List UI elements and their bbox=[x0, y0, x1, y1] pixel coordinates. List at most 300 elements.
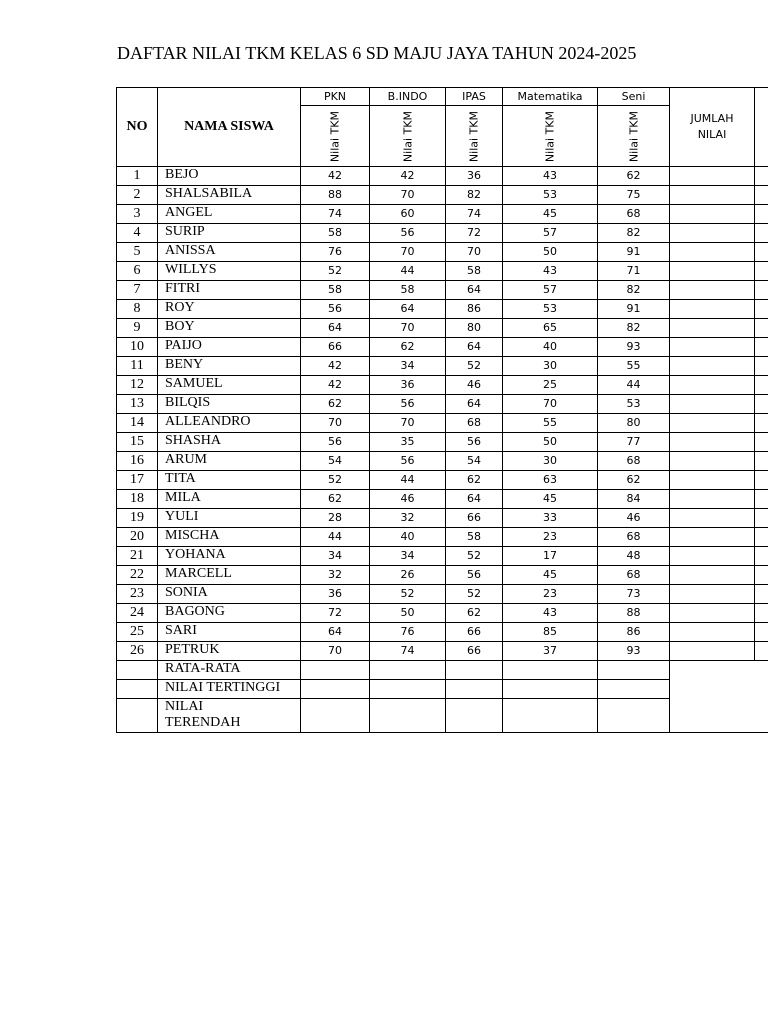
summary-label-cell bbox=[158, 680, 301, 699]
cell-score-ipas: 68 bbox=[446, 414, 503, 433]
cell-score-pkn: 70 bbox=[301, 642, 370, 661]
cell-no: 10 bbox=[117, 338, 158, 357]
nilai-tkm-label: Nilai TKM bbox=[627, 110, 640, 162]
cell-extra bbox=[755, 585, 768, 604]
cell-jumlah bbox=[670, 471, 755, 490]
cell-name: SARI bbox=[158, 623, 301, 642]
cell-extra bbox=[755, 452, 768, 471]
cell-score-ipas: 52 bbox=[446, 585, 503, 604]
cell-extra bbox=[755, 528, 768, 547]
cell-score-pkn: 72 bbox=[301, 604, 370, 623]
cell-score-pkn: 58 bbox=[301, 281, 370, 300]
cell-extra bbox=[755, 395, 768, 414]
cell-no: 14 bbox=[117, 414, 158, 433]
cell-score-seni: 84 bbox=[598, 490, 670, 509]
cell-score-seni: 48 bbox=[598, 547, 670, 566]
cell-score-ipas: 82 bbox=[446, 186, 503, 205]
cell-score-pkn: 52 bbox=[301, 262, 370, 281]
summary-value-cell bbox=[598, 661, 670, 680]
cell-score-pkn: 76 bbox=[301, 243, 370, 262]
cell-score-bindo: 70 bbox=[370, 243, 446, 262]
summary-label-cell bbox=[158, 661, 301, 680]
cell-score-ipas: 52 bbox=[446, 357, 503, 376]
cell-extra bbox=[755, 471, 768, 490]
cell-extra bbox=[755, 376, 768, 395]
table-row bbox=[117, 281, 768, 300]
nilai-tkm-label: Nilai TKM bbox=[467, 110, 481, 162]
cell-name: TITA bbox=[158, 471, 301, 490]
summary-value-cell bbox=[446, 699, 503, 733]
cell-no: 18 bbox=[117, 490, 158, 509]
cell-score-bindo: 52 bbox=[370, 585, 446, 604]
cell-score-mtk: 53 bbox=[503, 186, 598, 205]
table-row bbox=[117, 509, 768, 528]
cell-score-ipas: 72 bbox=[446, 224, 503, 243]
cell-no: 2 bbox=[117, 186, 158, 205]
cell-extra bbox=[755, 281, 768, 300]
table-row bbox=[117, 490, 768, 509]
table-row bbox=[117, 357, 768, 376]
cell-extra bbox=[755, 243, 768, 262]
cell-score-mtk: 85 bbox=[503, 623, 598, 642]
cell-score-bindo: 56 bbox=[370, 224, 446, 243]
cell-score-mtk: 63 bbox=[503, 471, 598, 490]
cell-score-mtk: 45 bbox=[503, 566, 598, 585]
cell-jumlah bbox=[670, 547, 755, 566]
summary-value-cell bbox=[370, 661, 446, 680]
cell-score-bindo: 70 bbox=[370, 186, 446, 205]
cell-score-mtk: 45 bbox=[503, 205, 598, 224]
cell-name: BEJO bbox=[158, 167, 301, 186]
cell-score-mtk: 43 bbox=[503, 604, 598, 623]
cell-score-bindo: 46 bbox=[370, 490, 446, 509]
cell-score-bindo: 56 bbox=[370, 395, 446, 414]
cell-score-seni: 88 bbox=[598, 604, 670, 623]
cell-score-seni: 62 bbox=[598, 471, 670, 490]
cell-score-bindo: 26 bbox=[370, 566, 446, 585]
table-row bbox=[117, 623, 768, 642]
cell-score-mtk: 43 bbox=[503, 262, 598, 281]
cell-score-mtk: 50 bbox=[503, 243, 598, 262]
cell-name: BILQIS bbox=[158, 395, 301, 414]
cell-score-bindo: 70 bbox=[370, 319, 446, 338]
cell-no: 15 bbox=[117, 433, 158, 452]
cell-jumlah bbox=[670, 566, 755, 585]
cell-score-pkn: 56 bbox=[301, 300, 370, 319]
cell-score-seni: 44 bbox=[598, 376, 670, 395]
cell-no: 17 bbox=[117, 471, 158, 490]
cell-name: SHALSABILA bbox=[158, 186, 301, 205]
cell-score-bindo: 70 bbox=[370, 414, 446, 433]
cell-score-bindo: 44 bbox=[370, 262, 446, 281]
cell-score-seni: 77 bbox=[598, 433, 670, 452]
cell-no: 1 bbox=[117, 167, 158, 186]
table-row bbox=[117, 205, 768, 224]
cell-score-mtk: 53 bbox=[503, 300, 598, 319]
cell-score-pkn: 44 bbox=[301, 528, 370, 547]
cell-score-seni: 68 bbox=[598, 528, 670, 547]
cell-name: BAGONG bbox=[158, 604, 301, 623]
cell-score-pkn: 64 bbox=[301, 319, 370, 338]
cell-score-bindo: 74 bbox=[370, 642, 446, 661]
cell-score-ipas: 64 bbox=[446, 338, 503, 357]
cell-name: ALLEANDRO bbox=[158, 414, 301, 433]
cell-score-ipas: 64 bbox=[446, 490, 503, 509]
header-no: NO bbox=[117, 88, 158, 167]
cell-name: ANISSA bbox=[158, 243, 301, 262]
cell-extra bbox=[755, 414, 768, 433]
cell-score-ipas: 66 bbox=[446, 642, 503, 661]
header-subject-pkn: PKN bbox=[301, 88, 370, 106]
cell-extra bbox=[755, 604, 768, 623]
summary-blank-area bbox=[670, 661, 768, 733]
cell-jumlah bbox=[670, 300, 755, 319]
cell-name: PAIJO bbox=[158, 338, 301, 357]
cell-jumlah bbox=[670, 281, 755, 300]
cell-score-mtk: 45 bbox=[503, 490, 598, 509]
header-jumlah-line2: NILAI bbox=[697, 128, 727, 141]
cell-score-seni: 82 bbox=[598, 281, 670, 300]
cell-jumlah bbox=[670, 338, 755, 357]
cell-extra bbox=[755, 566, 768, 585]
cell-score-bindo: 34 bbox=[370, 547, 446, 566]
cell-score-bindo: 35 bbox=[370, 433, 446, 452]
cell-score-ipas: 56 bbox=[446, 433, 503, 452]
cell-score-ipas: 56 bbox=[446, 566, 503, 585]
cell-score-ipas: 54 bbox=[446, 452, 503, 471]
cell-score-mtk: 17 bbox=[503, 547, 598, 566]
cell-name: ROY bbox=[158, 300, 301, 319]
cell-score-pkn: 64 bbox=[301, 623, 370, 642]
cell-score-ipas: 62 bbox=[446, 604, 503, 623]
cell-score-ipas: 86 bbox=[446, 300, 503, 319]
cell-score-pkn: 62 bbox=[301, 395, 370, 414]
summary-label-terendah-2: TERENDAH bbox=[165, 715, 241, 730]
table-row bbox=[117, 395, 768, 414]
cell-score-seni: 68 bbox=[598, 566, 670, 585]
table-row bbox=[117, 376, 768, 395]
cell-score-mtk: 43 bbox=[503, 167, 598, 186]
cell-score-pkn: 42 bbox=[301, 357, 370, 376]
cell-jumlah bbox=[670, 490, 755, 509]
cell-no: 12 bbox=[117, 376, 158, 395]
cell-no: 11 bbox=[117, 357, 158, 376]
cell-score-seni: 80 bbox=[598, 414, 670, 433]
table-row bbox=[117, 262, 768, 281]
cell-score-pkn: 34 bbox=[301, 547, 370, 566]
summary-label-rata-rata: RATA-RATA bbox=[165, 661, 241, 676]
cell-score-pkn: 28 bbox=[301, 509, 370, 528]
cell-score-mtk: 57 bbox=[503, 281, 598, 300]
cell-no: 24 bbox=[117, 604, 158, 623]
cell-extra bbox=[755, 186, 768, 205]
cell-score-seni: 86 bbox=[598, 623, 670, 642]
summary-value-cell bbox=[503, 661, 598, 680]
header-subject-bindo: B.INDO bbox=[370, 88, 446, 106]
summary-no-cell bbox=[117, 699, 158, 733]
cell-score-ipas: 70 bbox=[446, 243, 503, 262]
cell-score-seni: 82 bbox=[598, 319, 670, 338]
nilai-tkm-label: Nilai TKM bbox=[328, 110, 342, 162]
cell-no: 6 bbox=[117, 262, 158, 281]
cell-score-seni: 75 bbox=[598, 186, 670, 205]
summary-value-cell bbox=[301, 699, 370, 733]
cell-jumlah bbox=[670, 604, 755, 623]
cell-score-bindo: 32 bbox=[370, 509, 446, 528]
cell-extra bbox=[755, 642, 768, 661]
cell-score-pkn: 42 bbox=[301, 167, 370, 186]
header-nilai-tkm-matematika bbox=[503, 106, 598, 167]
header-nilai-tkm-bindo bbox=[370, 106, 446, 167]
cell-no: 7 bbox=[117, 281, 158, 300]
cell-score-ipas: 66 bbox=[446, 623, 503, 642]
cell-score-bindo: 36 bbox=[370, 376, 446, 395]
cell-jumlah bbox=[670, 414, 755, 433]
table-row bbox=[117, 414, 768, 433]
summary-value-cell bbox=[370, 680, 446, 699]
cell-score-mtk: 25 bbox=[503, 376, 598, 395]
summary-value-cell bbox=[598, 699, 670, 733]
cell-no: 21 bbox=[117, 547, 158, 566]
cell-score-seni: 91 bbox=[598, 300, 670, 319]
cell-jumlah bbox=[670, 243, 755, 262]
cell-score-bindo: 34 bbox=[370, 357, 446, 376]
summary-label-tertinggi: NILAI TERTINGGI bbox=[165, 680, 281, 695]
cell-score-pkn: 54 bbox=[301, 452, 370, 471]
cell-no: 16 bbox=[117, 452, 158, 471]
table-row bbox=[117, 528, 768, 547]
cell-score-mtk: 30 bbox=[503, 357, 598, 376]
cell-jumlah bbox=[670, 642, 755, 661]
header-jumlah-line1: JUMLAH bbox=[690, 112, 734, 125]
header-subject-ipas: IPAS bbox=[446, 88, 503, 106]
cell-name: BENY bbox=[158, 357, 301, 376]
cell-no: 20 bbox=[117, 528, 158, 547]
cell-extra bbox=[755, 300, 768, 319]
cell-no: 23 bbox=[117, 585, 158, 604]
table-row bbox=[117, 186, 768, 205]
cell-score-bindo: 50 bbox=[370, 604, 446, 623]
table-row bbox=[117, 566, 768, 585]
cell-name: SHASHA bbox=[158, 433, 301, 452]
cell-score-seni: 93 bbox=[598, 338, 670, 357]
cell-score-mtk: 50 bbox=[503, 433, 598, 452]
cell-name: SURIP bbox=[158, 224, 301, 243]
cell-score-ipas: 46 bbox=[446, 376, 503, 395]
cell-score-mtk: 23 bbox=[503, 585, 598, 604]
summary-no-cell bbox=[117, 680, 158, 699]
cell-score-seni: 91 bbox=[598, 243, 670, 262]
cell-jumlah bbox=[670, 585, 755, 604]
extra-column-cell bbox=[755, 88, 768, 167]
table-row bbox=[117, 642, 768, 661]
cell-score-seni: 93 bbox=[598, 642, 670, 661]
cell-score-ipas: 64 bbox=[446, 281, 503, 300]
cell-score-seni: 73 bbox=[598, 585, 670, 604]
cell-score-mtk: 37 bbox=[503, 642, 598, 661]
cell-name: YOHANA bbox=[158, 547, 301, 566]
cell-name: BOY bbox=[158, 319, 301, 338]
cell-score-mtk: 23 bbox=[503, 528, 598, 547]
cell-extra bbox=[755, 224, 768, 243]
cell-score-bindo: 44 bbox=[370, 471, 446, 490]
cell-jumlah bbox=[670, 376, 755, 395]
cell-jumlah bbox=[670, 528, 755, 547]
cell-score-mtk: 40 bbox=[503, 338, 598, 357]
cell-score-seni: 82 bbox=[598, 224, 670, 243]
cell-name: WILLYS bbox=[158, 262, 301, 281]
cell-jumlah bbox=[670, 186, 755, 205]
summary-value-cell bbox=[503, 699, 598, 733]
table-row bbox=[117, 452, 768, 471]
summary-no-cell bbox=[117, 661, 158, 680]
cell-no: 13 bbox=[117, 395, 158, 414]
cell-score-seni: 68 bbox=[598, 205, 670, 224]
cell-jumlah bbox=[670, 395, 755, 414]
cell-no: 5 bbox=[117, 243, 158, 262]
cell-jumlah bbox=[670, 167, 755, 186]
page-title: DAFTAR NILAI TKM KELAS 6 SD MAJU JAYA TAHUN 2024-2025 bbox=[117, 43, 637, 63]
cell-score-ipas: 62 bbox=[446, 471, 503, 490]
cell-score-pkn: 62 bbox=[301, 490, 370, 509]
summary-value-cell bbox=[370, 699, 446, 733]
summary-value-cell bbox=[446, 680, 503, 699]
cell-score-pkn: 74 bbox=[301, 205, 370, 224]
cell-extra bbox=[755, 357, 768, 376]
cell-score-ipas: 36 bbox=[446, 167, 503, 186]
cell-score-pkn: 42 bbox=[301, 376, 370, 395]
cell-score-seni: 62 bbox=[598, 167, 670, 186]
cell-score-pkn: 32 bbox=[301, 566, 370, 585]
header-jumlah-nilai bbox=[670, 88, 755, 167]
cell-score-bindo: 76 bbox=[370, 623, 446, 642]
table-row bbox=[117, 433, 768, 452]
cell-score-bindo: 64 bbox=[370, 300, 446, 319]
cell-jumlah bbox=[670, 623, 755, 642]
cell-name: ANGEL bbox=[158, 205, 301, 224]
cell-score-mtk: 33 bbox=[503, 509, 598, 528]
summary-label-terendah-1: NILAI bbox=[165, 699, 204, 714]
table-row bbox=[117, 585, 768, 604]
cell-jumlah bbox=[670, 433, 755, 452]
cell-score-seni: 68 bbox=[598, 452, 670, 471]
header-nilai-tkm-seni bbox=[598, 106, 670, 167]
summary-value-cell bbox=[301, 680, 370, 699]
cell-score-ipas: 66 bbox=[446, 509, 503, 528]
table-row bbox=[117, 471, 768, 490]
cell-jumlah bbox=[670, 205, 755, 224]
cell-extra bbox=[755, 509, 768, 528]
cell-name: SONIA bbox=[158, 585, 301, 604]
cell-score-pkn: 58 bbox=[301, 224, 370, 243]
cell-jumlah bbox=[670, 357, 755, 376]
cell-jumlah bbox=[670, 319, 755, 338]
cell-score-seni: 71 bbox=[598, 262, 670, 281]
cell-score-ipas: 58 bbox=[446, 528, 503, 547]
cell-name: MARCELL bbox=[158, 566, 301, 585]
cell-extra bbox=[755, 623, 768, 642]
cell-name: SAMUEL bbox=[158, 376, 301, 395]
cell-no: 22 bbox=[117, 566, 158, 585]
cell-name: MILA bbox=[158, 490, 301, 509]
header-nama-siswa: NAMA SISWA bbox=[158, 88, 301, 167]
cell-score-pkn: 52 bbox=[301, 471, 370, 490]
cell-score-bindo: 42 bbox=[370, 167, 446, 186]
cell-score-mtk: 30 bbox=[503, 452, 598, 471]
cell-score-mtk: 65 bbox=[503, 319, 598, 338]
cell-score-pkn: 66 bbox=[301, 338, 370, 357]
cell-jumlah bbox=[670, 509, 755, 528]
cell-score-ipas: 52 bbox=[446, 547, 503, 566]
nilai-tkm-label: Nilai TKM bbox=[401, 110, 414, 162]
summary-value-cell bbox=[446, 661, 503, 680]
cell-name: MISCHA bbox=[158, 528, 301, 547]
cell-extra bbox=[755, 547, 768, 566]
cell-score-ipas: 64 bbox=[446, 395, 503, 414]
cell-extra bbox=[755, 167, 768, 186]
header-subject-seni: Seni bbox=[598, 88, 670, 106]
cell-score-mtk: 70 bbox=[503, 395, 598, 414]
table-row bbox=[117, 167, 768, 186]
cell-no: 9 bbox=[117, 319, 158, 338]
cell-score-seni: 46 bbox=[598, 509, 670, 528]
cell-jumlah bbox=[670, 452, 755, 471]
header-subject-matematika: Matematika bbox=[503, 88, 598, 106]
cell-jumlah bbox=[670, 262, 755, 281]
cell-no: 8 bbox=[117, 300, 158, 319]
cell-score-ipas: 58 bbox=[446, 262, 503, 281]
header-nilai-tkm-ipas bbox=[446, 106, 503, 167]
cell-score-mtk: 55 bbox=[503, 414, 598, 433]
summary-value-cell bbox=[598, 680, 670, 699]
cell-score-bindo: 40 bbox=[370, 528, 446, 547]
grades-table bbox=[116, 87, 768, 733]
cell-name: YULI bbox=[158, 509, 301, 528]
table-row bbox=[117, 604, 768, 623]
cell-name: ARUM bbox=[158, 452, 301, 471]
cell-score-bindo: 58 bbox=[370, 281, 446, 300]
cell-name: PETRUK bbox=[158, 642, 301, 661]
table-row bbox=[117, 547, 768, 566]
cell-score-pkn: 88 bbox=[301, 186, 370, 205]
cell-name: FITRI bbox=[158, 281, 301, 300]
table-row bbox=[117, 224, 768, 243]
cell-score-pkn: 36 bbox=[301, 585, 370, 604]
cell-extra bbox=[755, 433, 768, 452]
table-row bbox=[117, 300, 768, 319]
cell-no: 3 bbox=[117, 205, 158, 224]
cell-extra bbox=[755, 338, 768, 357]
table-row bbox=[117, 243, 768, 262]
cell-no: 4 bbox=[117, 224, 158, 243]
summary-label-cell bbox=[158, 699, 301, 733]
summary-value-cell bbox=[503, 680, 598, 699]
cell-no: 25 bbox=[117, 623, 158, 642]
cell-score-mtk: 57 bbox=[503, 224, 598, 243]
cell-score-seni: 55 bbox=[598, 357, 670, 376]
cell-score-pkn: 70 bbox=[301, 414, 370, 433]
cell-extra bbox=[755, 262, 768, 281]
cell-jumlah bbox=[670, 224, 755, 243]
header-nilai-tkm-pkn bbox=[301, 106, 370, 167]
cell-score-ipas: 80 bbox=[446, 319, 503, 338]
header-row-subjects bbox=[117, 88, 768, 106]
nilai-tkm-label: Nilai TKM bbox=[543, 110, 557, 162]
cell-score-seni: 53 bbox=[598, 395, 670, 414]
cell-extra bbox=[755, 490, 768, 509]
cell-score-ipas: 74 bbox=[446, 205, 503, 224]
cell-no: 19 bbox=[117, 509, 158, 528]
